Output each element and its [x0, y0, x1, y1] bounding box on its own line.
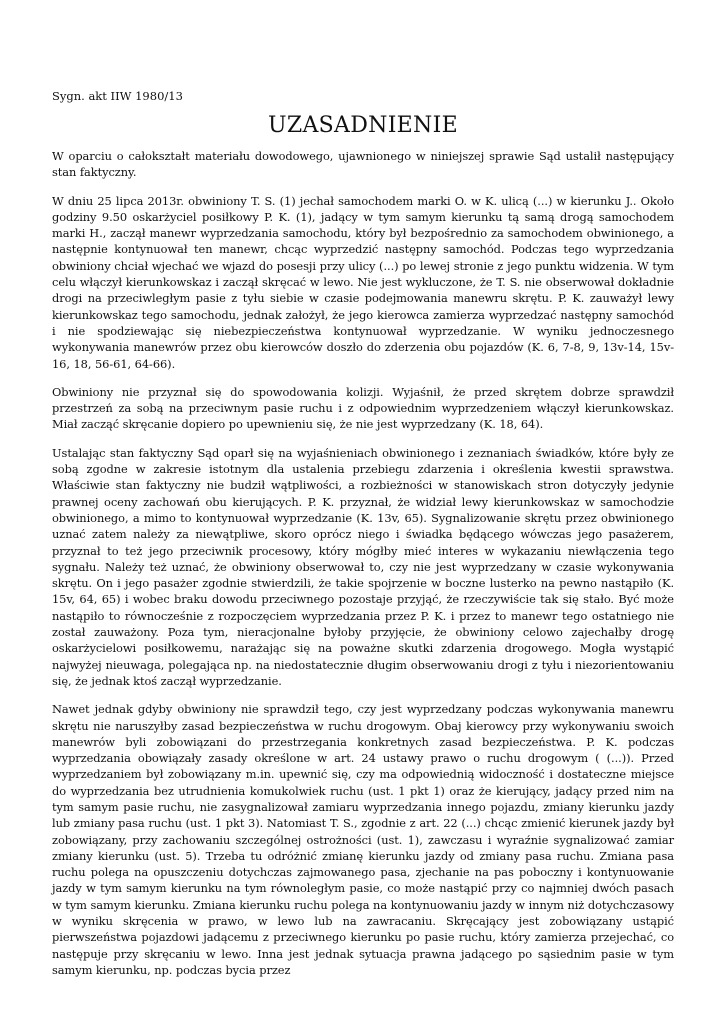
paragraph-facts: W dniu 25 lipca 2013r. obwiniony T. S. (1) jechał samochodem marki O. w K. ulicą (...) w kierunku J.. Około godziny 9.50 oskarżyciel posiłkowy P. K. (1), jadący w tym samym kierunku tą samą drogą samochodem marki H., zaczął manewr wyprzedzania samochodu, który był bezpośrednio za samochodem obwinionego, a następnie kontynuował ten manewr, chcąc wyprzedzić następny samochód. Podczas tego wyprzedzania obwiniony chciał wjechać we wjazd do posesji przy ulicy (...) po lewej stronie z jego punktu widzenia. W tym celu włączył kierunkowskaz i zaczął skręcać w lewo. Nie jest wykluczone, że T. S. nie obserwował dokładnie drogi na przeciwległym pasie z tyłu siebie w czasie podejmowania manewru skrętu. P. K. zauważył lewy kierunkowskaz tego samochodu, jednak założył, że jego kierowca zamierza wyprzedzać następny samochód i nie spodziewając się niebezpieczeństwa kontynuował wyprzedzanie. W wyniku jednoczesnego wykonywania manewrów przez obu kierowców doszło do zderzenia obu pojazdów (K. 6, 7-8, 9, 13v-14, 15v-16, 18, 56-61, 64-66). — [52, 193, 674, 371]
document-title: UZASADNIENIE — [268, 113, 458, 138]
paragraph-legal-analysis: Nawet jednak gdyby obwiniony nie sprawdził tego, czy jest wyprzedzany podczas wykonywania manewru skrętu nie naruszyłby zasad bezpieczeństwa w ruchu drogowym. Obaj kierowcy przy wykonywaniu swoich manewrów byli zobowiązani do przestrzegania konkretnych zasad bezpieczeństwa. P. K. podczas wyprzedzania obowiązały zasady określone w art. 24 ustawy prawo o ruchu drogowym ( (...)). Przed wyprzedzaniem był zobowiązany m.in. upewnić się, czy ma odpowiednią widoczność i dostateczne miejsce do wyprzedzania bez utrudnienia komukolwiek ruchu (ust. 1 pkt 1) oraz że kierujący, jadący przed nim na tym samym pasie ruchu, nie zasygnalizował zamiaru wyprzedzania innego pojazdu, zmiany kierunku jazdy lub zmiany pasa ruchu (ust. 1 pkt 3). Natomiast T. S., zgodnie z art. 22 (...) chcąc zmienić kierunek jazdy był zobowiązany, przy zachowaniu szczególnej ostrożności (ust. 1), zawczasu i wyraźnie sygnalizować zamiar zmiany kierunku (ust. 5). Trzeba tu odróżnić zmianę kierunku jazdy od zmiany pasa ruchu. Zmiana pasa ruchu polega na opuszczeniu dotychczas zajmowanego pasa, zjechanie na pas poboczny i kontynuowanie jazdy w tym samym kierunku na tym równoległym pasie, co może nastąpić przy co najmniej dwóch pasach w tym samym kierunku. Zmiana kierunku ruchu polega na kontynuowaniu jazdy w innym niż dotychczasowy w wyniku skręcenia w prawo, w lewo lub na zawracaniu. Skręcający jest zobowiązany ustąpić pierwszeństwa pojazdowi jadącemu z przeciwnego kierunku po pasie ruchu, który zamierza przejechać, co następuje przy skręcaniu w lewo. Inna jest jednak sytuacja prawna jadącego po sąsiednim pasie w tym samym kierunku, np. podczas bycia przez — [52, 702, 674, 977]
paragraph-evidence-assessment: Ustalając stan faktyczny Sąd oparł się na wyjaśnieniach obwinionego i zeznaniach świadków, które były ze sobą zgodne w zakresie istotnym dla ustalenia przebiegu zdarzenia i określenia kwestii sprawstwa. Właściwie stan faktyczny nie budził wątpliwości, a rozbieżności w stanowiskach stron dotyczyły jedynie prawnej oceny zachowań obu kierujących. P. K. przyznał, że widział lewy kierunkowskaz w samochodzie obwinionego, a mimo to kontynuował wyprzedzanie (K. 13v, 65). Sygnalizowanie skrętu przez obwinionego uznać zatem należy za niewątpliwe, skoro oprócz niego i świadka będącego wówczas jego pasażerem, przyznał to też jego przeciwnik procesowy, który mógłby mieć interes w wykazaniu niewłączenia tego sygnału. Należy też uznać, że obwiniony obserwował to, czy nie jest wyprzedzany w czasie wykonywania skrętu. On i jego pasażer zgodnie stwierdzili, że takie spojrzenie w boczne lusterko na pewno nastąpiło (K. 15v, 64, 65) i wobec braku dowodu przeciwnego pozostaje przyjąć, że rzeczywiście tak się stało. Być może nastąpiło to równocześnie z rozpoczęciem wyprzedzania przez P. K. i przez to manewr tego ostatniego nie został zauważony. Poza tym, nieracjonalne byłoby przyjęcie, że obwiniony celowo zajechałby drogę oskarżycielowi posiłkowemu, narażając się na poważne skutki zdarzenia drogowego. Mogła wystąpić najwyżej nieuwaga, polegająca np. na niedostatecznie długim obserwowaniu drogi z tyłu i niezorientowaniu się, że jednak ktoś zaczął wyprzedzanie. — [52, 445, 674, 688]
paragraph-intro: W oparciu o całokształt materiału dowodowego, ujawnionego w niniejszej sprawie Sąd ustalił następujący stan faktyczny. — [52, 149, 674, 180]
document-page — [52, 88, 674, 990]
paragraph-defendant-statement: Obwiniony nie przyznał się do spowodowania kolizji. Wyjaśnił, że przed skrętem dobrze sprawdził przestrzeń za sobą na przeciwnym pasie ruchu i z odpowiednim wyprzedzeniem włączył kierunkowskaz. Miał zacząć skręcanie dopiero po upewnieniu się, że nie jest wyprzedzany (K. 18, 64). — [52, 384, 674, 432]
case-signature: Sygn. akt IIW 1980/13 — [52, 89, 183, 103]
